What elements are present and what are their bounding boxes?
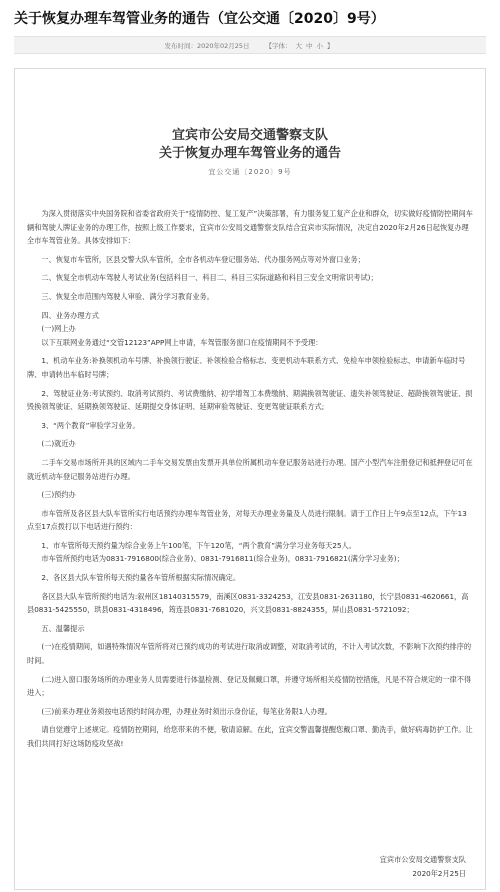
publish-date: 2020年02月25日 — [196, 41, 250, 50]
notice-title: 关于恢复办理车驾管业务的通告 — [158, 146, 341, 161]
subsection-heading: (二)就近办 — [41, 439, 76, 449]
issuing-organization: 宜宾市公安局交通警察支队 — [171, 128, 328, 143]
closing-paragraph: 请自觉遵守上述规定。疫情防控期间，给您带来的不便，敬请谅解。在此，宜宾交警温馨提醒您戴口罩、勤洗手，做好病毒防护工作。让我们共同打好这场防疫攻坚战! — [27, 725, 473, 748]
body-paragraph: 二手车交易市场所开具的区域内二手车交易发票由发票开具单位所属机动车登记服务站进行办理。国产小型汽车注册登记和抵押登记可在就近机动车登记服务站进行办理。 — [27, 457, 473, 481]
signature-organization: 宜宾市公安局交通警察支队 — [379, 855, 466, 864]
notice-document — [14, 68, 486, 890]
body-paragraph: 2、各区县大队车管所每天预约量各车管所根据实际情况确定。 — [41, 573, 241, 583]
document-header — [27, 69, 473, 177]
body-paragraph: (一)在疫情期间，如遇特殊情况车管所将对已预约成功的考试进行取消或调整，对取消考试的，不计入考试次数，不影响下次预约排序的时间。 — [27, 642, 472, 666]
body-paragraph: (三)前来办理业务须按电话预约时间办理，办理业务时须出示身份证，每笔业务限1人办理。 — [41, 706, 332, 716]
font-size-selector — [264, 41, 336, 50]
publish-info — [164, 41, 249, 50]
body-paragraph: 市车管所预约电话为0831-7916800(综合业务)、0831-7916811(综合业务)，0831-7916821(满分学习业务)； — [41, 554, 404, 564]
body-paragraph: 各区县大队车管所预约电话为:叙州区18140315579，南溪区0831-3324253，江安县0831-2631180，长宁县0831-4620661，高县0831-5425550，珙县0831-4318496，筠连县0831-7681020，兴文县0831-8824355，屏山县0831-5721092； — [27, 591, 469, 615]
body-paragraph: 1、市车管所每天预约量为综合业务上午100笔，下午120笔，“两个教育”满分学习业务每天25人。 — [41, 540, 356, 550]
section-heading: 四、业务办理方式 — [41, 310, 99, 320]
meta-bar — [14, 36, 486, 54]
body-paragraph: 1、机动车业务:补换领机动车号牌、补换领行驶证、补领检验合格标志、变更机动车联系方式、免检车申领检验标志、申请新车临时号牌、申请转出车临时号牌； — [27, 356, 466, 379]
body-paragraph: 市车管所及各区县大队车管所实行电话预约办理车驾管业务，对每天办理业务量及人员进行限制。请于工作日上午9点至12点，下午13点至17点拨打以下电话进行预约： — [27, 508, 467, 532]
body-paragraph: 2、驾驶证业务:考试预约、取消考试预约、考试费缴纳、初学增驾工本费缴纳、期满换领驾驶证、遗失补领驾驶证、超龄换领驾驶证、损毁换领驾驶证、延期换领驾驶证、延期提交身体证明、延期审验驾驶证、变更驾驶证联系方式; — [27, 388, 473, 412]
font-large-link[interactable]: 大 — [295, 41, 303, 50]
body-paragraph: 二、恢复全市机动车驾驶人考试业务(包括科目一、科目二、科目三实际道路和科目三安全文明常识考试)； — [41, 273, 378, 283]
subsection-heading: (一)网上办 — [41, 324, 76, 334]
body-paragraph: (二)进入窗口服务场所的办理业务人员需要进行体温检测、登记及佩戴口罩，并遵守场所相关疫情防控措施，凡是不符合规定的一律不得进入； — [27, 674, 472, 698]
signature-date: 2020年2月25日 — [412, 869, 466, 878]
document-body — [27, 207, 473, 751]
body-paragraph: 以下互联网业务通过“交管12123”APP网上申请，车驾管服务窗口在疫情期间不予受理： — [41, 337, 323, 347]
subsection-heading: (三)预约办 — [41, 490, 76, 500]
font-small-link[interactable]: 小 — [316, 41, 324, 50]
body-paragraph: 一、恢复市车管所，区县交警大队车管所，全市各机动车登记服务站、代办服务网点等对外窗口业务； — [41, 254, 365, 264]
page-title: 关于恢复办理车驾管业务的通告（宜公交通〔2020〕9号） — [14, 11, 385, 27]
font-medium-link[interactable]: 中 — [306, 41, 313, 50]
publish-label: 发布时间： — [164, 41, 197, 50]
document-number: 宜公交通〔2020〕9号 — [208, 168, 292, 176]
section-heading: 五、温馨提示 — [41, 623, 85, 633]
font-label: 【字体： — [265, 41, 292, 50]
body-paragraph: 三、恢复全市范围内驾驶人审验、满分学习教育业务。 — [41, 291, 214, 301]
body-paragraph: 3、“两个教育”审验学习业务。 — [41, 420, 140, 430]
font-close: 】 — [327, 41, 334, 50]
intro-paragraph: 为深入贯彻落实中央国务院和省委省政府关于“疫情防控、复工复产”决策部署，有力服务复工复产企业和群众，切实做好疫情防控期间车辆和驾驶人牌证业务的办理工作，按照上级工作要求，宜宾市公安局交通警察支队结合宜宾市实际情况，决定自2020年2月26日起恢复办理全市车驾管业务。具体安排如下： — [27, 209, 473, 246]
